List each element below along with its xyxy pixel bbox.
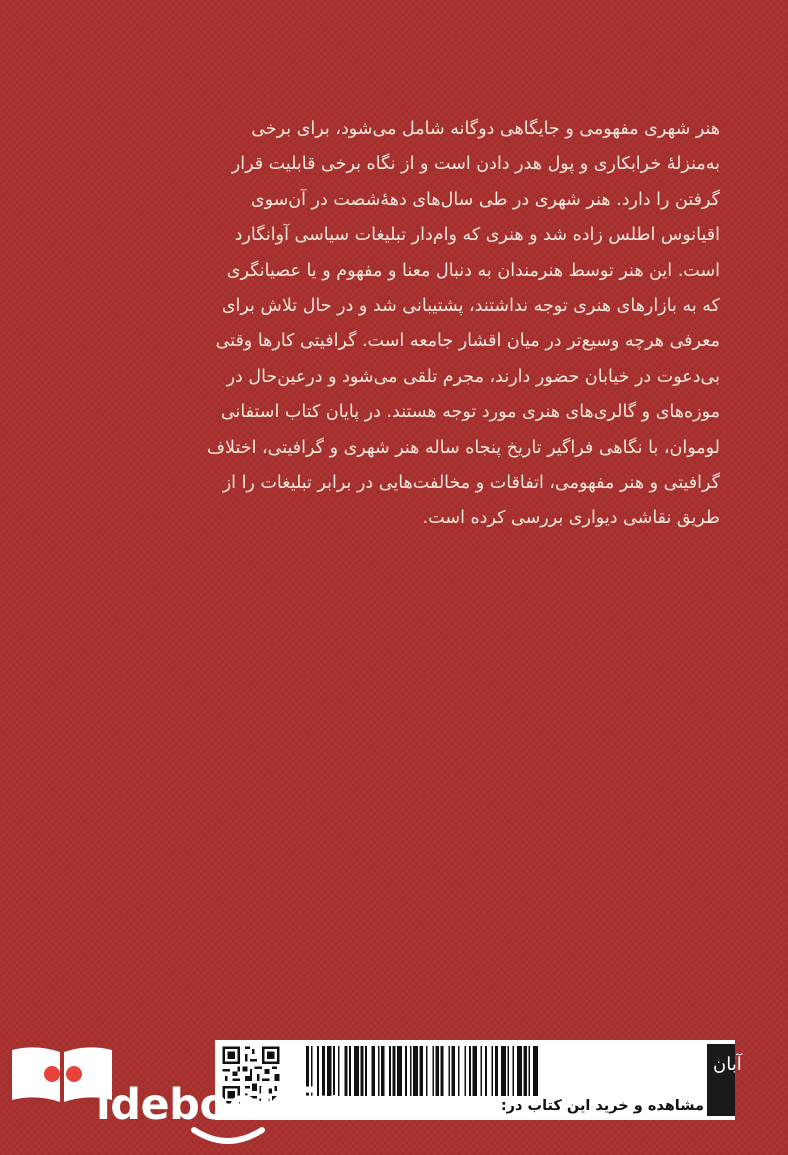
barcode-bar: [389, 1046, 391, 1096]
smile-icon: [190, 1126, 266, 1148]
barcode-bar: [405, 1046, 407, 1096]
publisher-logo: [707, 1044, 742, 1116]
isbn-barcode: [300, 1046, 705, 1096]
blurb-line: هنر شهری مفهومی و جایگاهی دوگانه شامل می‌شود، برای برخی: [251, 119, 720, 139]
blurb-line: طریق نقاشی دیواری بررسی کرده است.: [422, 508, 720, 529]
barcode-bar: [452, 1046, 455, 1096]
blurb-line: به‌منزلهٔ خرابکاری و پول هدر دادن است و از نگاه برخی قابلیت قرار: [231, 154, 720, 175]
barcode-bar: [354, 1046, 359, 1096]
barcode-bar: [365, 1046, 367, 1096]
blurb-line: موزه‌های و گالری‌های هنری مورد توجه هستند. در پایان کتاب استفانی: [220, 402, 720, 423]
barcode-bar: [436, 1046, 439, 1096]
back-cover-blurb: [92, 112, 720, 537]
barcode-bar: [469, 1046, 471, 1096]
barcode-bar: [458, 1046, 460, 1096]
barcode-bar: [440, 1046, 443, 1096]
barcode-bar: [426, 1046, 428, 1096]
barcode-bar: [524, 1046, 527, 1096]
barcode-bar: [495, 1046, 498, 1096]
barcode-bar: [397, 1046, 402, 1096]
barcode-bar: [492, 1046, 494, 1096]
barcode-bar: [533, 1046, 538, 1096]
barcode-bar: [508, 1046, 510, 1096]
barcode-bar: [432, 1046, 434, 1096]
barcode-bar: [372, 1046, 375, 1096]
barcode-bar: [480, 1046, 482, 1096]
blurb-line: معرفی هرچه وسیع‌تر در میان اقشار جامعه است. گرافیتی کارها وقتی: [215, 331, 720, 352]
barcode-bar: [464, 1046, 466, 1096]
barcode-bar: [413, 1046, 418, 1096]
barcode-bar: [344, 1046, 347, 1096]
barcode-bar: [472, 1046, 477, 1096]
blurb-line: گرفتن را دارد. هنر شهری در طی سال‌های دهه‌ٔشصت در آن‌سوی: [250, 189, 720, 210]
barcode-bar: [360, 1046, 363, 1096]
barcode-bar: [448, 1046, 450, 1096]
barcode-bar: [512, 1046, 514, 1096]
blurb-line: اقیانوس اطلس زاده شد و هنری که وام‌دار تبلیغات سیاسی آوانگارد: [234, 225, 720, 246]
blurb-line: لوموان، با نگاهی فراگیر تاریخ پنجاه ساله هنر شهری و گرافیتی، اختلاف: [206, 437, 720, 458]
barcode-bar: [378, 1046, 380, 1096]
publisher-mark: آبان: [713, 1054, 742, 1075]
blurb-line: که به بازارهای هنری توجه نداشتند، پشتیبانی شد و در حال تلاش برای: [221, 296, 720, 317]
barcode-bar: [420, 1046, 423, 1096]
blurb-line: بی‌دعوت در خیابان حضور دارند، مجرم تلقی می‌شود و درعین‌حال در: [226, 366, 720, 387]
barcode-bar: [381, 1046, 384, 1096]
watermark-text: idebook.ir: [96, 1080, 337, 1130]
barcode-bar: [485, 1046, 487, 1096]
barcode-bar: [349, 1046, 351, 1096]
barcode-bar: [517, 1046, 522, 1096]
barcode-bar: [338, 1046, 340, 1096]
blurb-line: گرافیتی و هنر مفهومی، اتفاقات و مخالفت‌هایی در برابر تبلیغات را از: [222, 473, 720, 494]
barcode-bar: [410, 1046, 412, 1096]
barcode-bar: [392, 1046, 395, 1096]
barcode-bar: [501, 1046, 506, 1096]
blurb-line: است. این هنر توسط هنرمندان به دنبال معنا و مفهوم و یا عصیانگری: [226, 260, 720, 281]
barcode-bar: [528, 1046, 530, 1096]
buy-book-link-text[interactable]: مشاهده و خرید این کتاب در:: [500, 1098, 704, 1114]
